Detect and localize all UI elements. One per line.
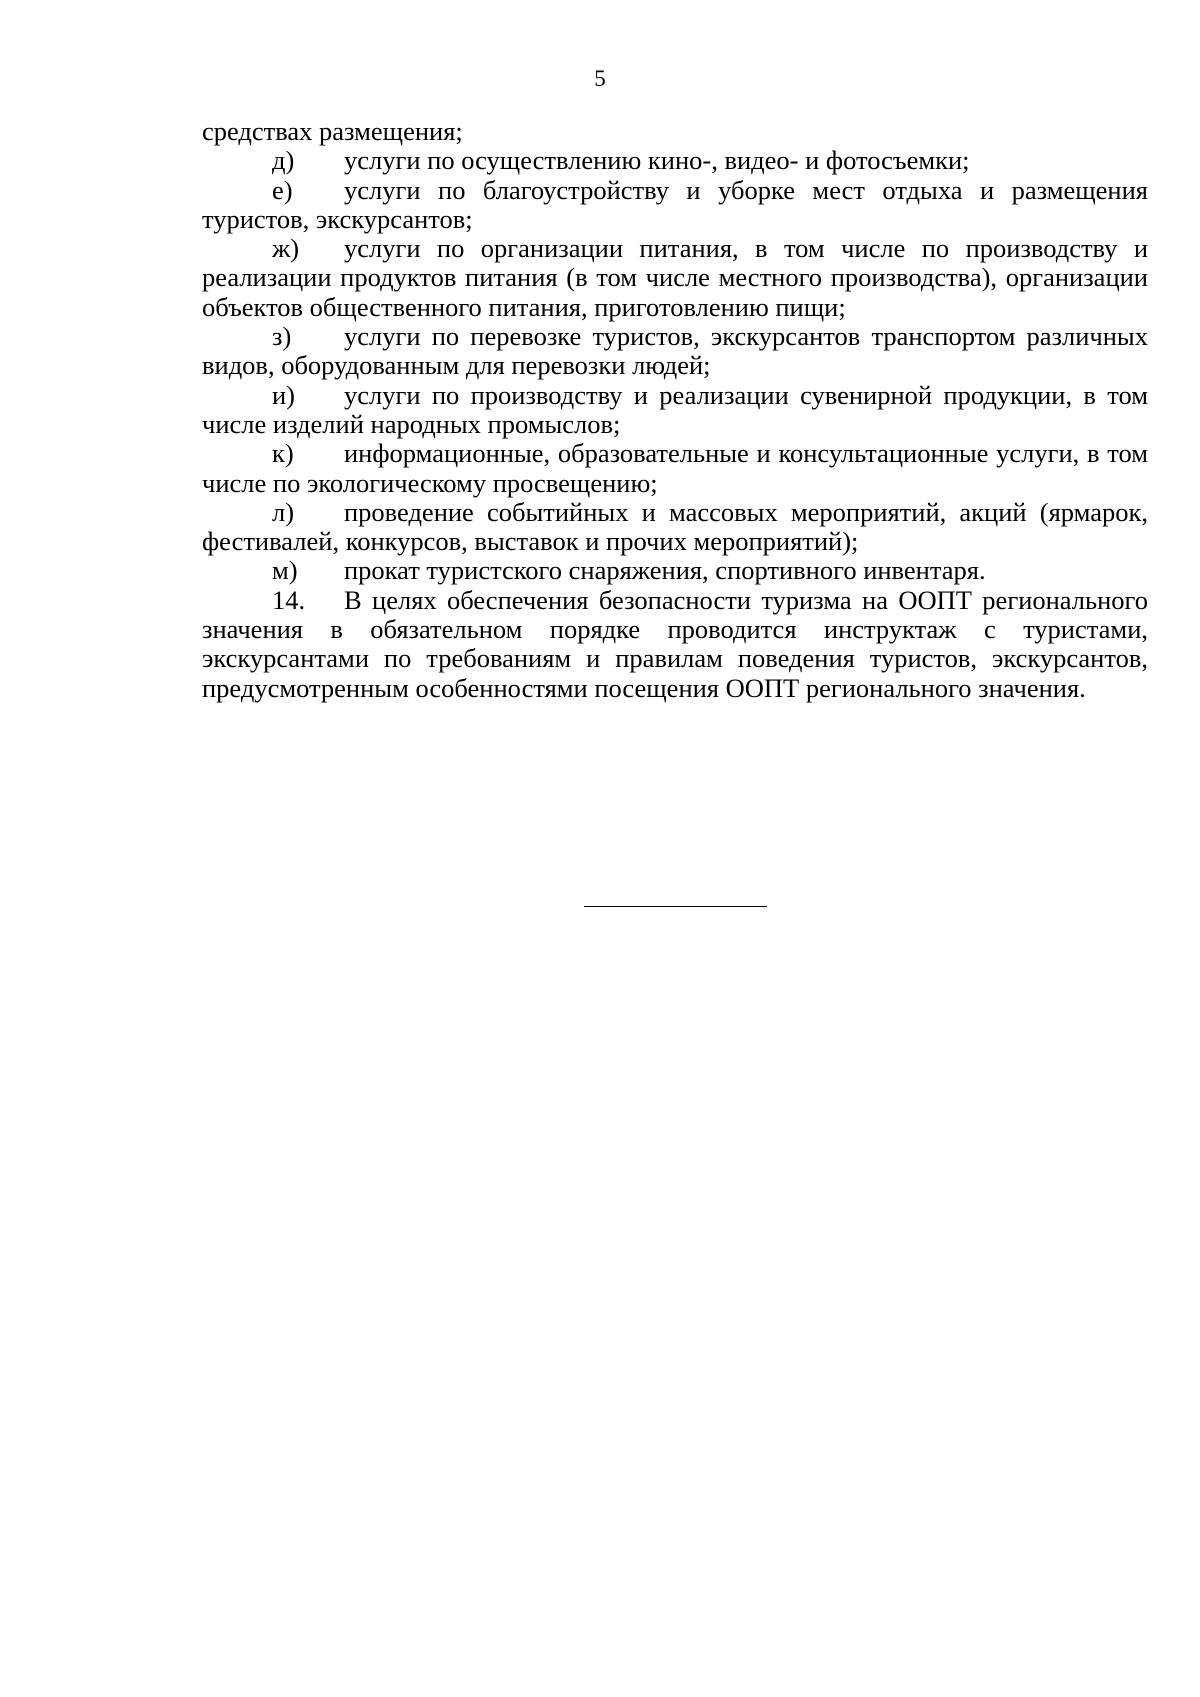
list-item-e xyxy=(202,176,1148,235)
list-marker: е) xyxy=(272,174,293,205)
paragraph-text: информационные, образовательные и консультационные услуги, в том числе по экологическому просвещению; xyxy=(202,438,1148,498)
page-number: 5 xyxy=(594,66,606,91)
list-marker: л) xyxy=(272,496,295,527)
list-item-l xyxy=(202,498,1148,557)
paragraph-text: В целях обеспечения безопасности туризма на ООПТ регионального значения в обязательном порядке проводится инструктаж с туристами, экскурсантами по требованиям и правилам поведения туристов, экскурсантов, предусмотренным особенностями посещения ООПТ регионального значения. xyxy=(202,584,1148,703)
paragraph-text: проведение событийных и массовых мероприятий, акций (ярмарок, фестивалей, конкурсов, выставок и прочих мероприятий); xyxy=(202,496,1148,557)
list-marker: к) xyxy=(272,438,294,469)
list-item-i xyxy=(202,381,1148,440)
continuation-paragraph xyxy=(202,117,1148,146)
list-marker: д) xyxy=(272,145,295,176)
paragraph-text: средствах размещения; xyxy=(202,116,463,146)
end-of-document-line xyxy=(584,906,767,907)
list-item-d xyxy=(202,146,1148,175)
list-marker: з) xyxy=(272,321,292,352)
list-item-z xyxy=(202,322,1148,381)
list-item-k xyxy=(202,439,1148,498)
point-number: 14. xyxy=(272,584,306,615)
list-item-m xyxy=(202,556,1148,585)
list-item-zh xyxy=(202,234,1148,322)
paragraph-text: услуги по осуществлению кино-, видео- и фотосъемки; xyxy=(344,145,970,176)
numbered-point-14 xyxy=(202,586,1148,703)
paragraph-text: услуги по организации питания, в том числе по производству и реализации продуктов питания (в том числе местного производства), организации объектов общественного питания, приготовлению пищи; xyxy=(202,233,1148,322)
document-body xyxy=(202,117,1148,703)
paragraph-text: прокат туристского снаряжения, спортивного инвентаря. xyxy=(344,555,986,586)
paragraph-text: услуги по производству и реализации сувенирной продукции, в том числе изделий народных промыслов; xyxy=(202,379,1148,439)
list-marker: и) xyxy=(272,379,296,410)
list-marker: ж) xyxy=(272,233,300,264)
list-marker: м) xyxy=(272,555,298,586)
paragraph-text: услуги по благоустройству и уборке мест отдыха и размещения туристов, экскурсантов; xyxy=(202,174,1148,234)
paragraph-text: услуги по перевозке туристов, экскурсантов транспортом различных видов, оборудованным для перевозки людей; xyxy=(202,321,1148,381)
